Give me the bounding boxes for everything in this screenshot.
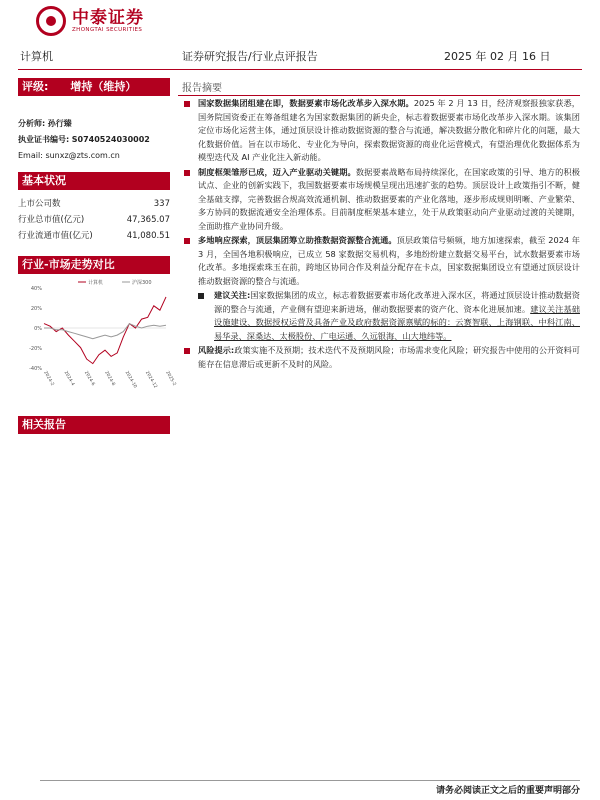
sidebar — [18, 78, 177, 434]
logo-mark-icon — [36, 6, 66, 36]
chart-title: 行业-市场走势对比 — [18, 256, 170, 274]
trend-chart-svg — [18, 276, 177, 396]
cert-label: 执业证书编号: — [18, 135, 70, 144]
company-logo — [36, 6, 144, 36]
basic-info-title: 基本状况 — [18, 172, 170, 190]
basic-info-table — [18, 196, 170, 244]
rating-bar — [18, 78, 170, 96]
analyst-name: 孙行臻 — [47, 119, 72, 128]
suggestion-bullet: 建议关注:国家数据集团的成立，标志着数据要素市场化改革进入深水区，将通过顶层设计推动数据资源的整合与流通，产业侧有望迎来新进场，催动数据要素的资产化、资本化进展加速。建议关注基础设施建设、数据授权运营及具备产业及政府数据资源禀赋的标的：云赛智联、上海钢联、中科江南、易华录、深桑达、太极股份、广电运通、久远银海、山大地纬等。 — [178, 289, 580, 343]
info-row: 行业总市值(亿元) 47,365.07 — [18, 215, 170, 225]
disclaimer-note: 请务必阅读正文之后的重要声明部分 — [435, 786, 580, 796]
document-type: 证券研究报告/行业点评报告 — [182, 50, 318, 63]
report-date: 2025 年 02 月 16 日 — [444, 50, 551, 63]
info-row: 上市公司数 337 — [18, 199, 170, 209]
report-header — [0, 0, 600, 70]
summary-bullet: 国家数据集团组建在即，数据要素市场化改革步入深水期。2025 年 2 月 13 日，经济观察报独家获悉，国务院国资委正在筹备组建名为国家数据集团的新央企，标志着数据要素市场化改革步入深水期。该集团定位市场化运营主体，通过顶层设计推动数据资源的整合与流通，解决数据分散化和碎片化的问题，最大化数据价值。旨在以市场化、专业化为导向，探索数据资源的商业化运营模式，有望治理优化数据体系为模型迭代及 AI 产业化注入新动能。 — [178, 97, 580, 165]
legend-label: 计算机 — [88, 280, 104, 286]
x-tick-label: 2024-6 — [82, 370, 96, 387]
suggested-stocks-link: 建议关注基础设施建设、数据授权运营及具备产业及政府数据资源禀赋的标的：云赛智联、上海钢联、中科江南、易华录、深桑达、太极股份、广电运通、久远银海、山大地纬等。 — [214, 303, 580, 341]
analyst-email[interactable]: sunxz@zts.com.cn — [45, 151, 120, 160]
analyst-info — [18, 116, 170, 164]
email-label: Email: — [18, 151, 43, 160]
y-tick-label: 0% — [34, 326, 42, 332]
header-divider — [18, 69, 582, 70]
x-tick-label: 2024-4 — [62, 370, 75, 387]
y-tick-label: 40% — [30, 286, 42, 292]
trend-chart — [18, 276, 177, 396]
x-tick-label: 2024-2 — [42, 370, 55, 387]
report-summary — [178, 82, 580, 371]
rating-label: 评级: — [22, 80, 49, 93]
summary-title: 报告摘要 — [178, 82, 580, 96]
related-reports-title: 相关报告 — [18, 416, 170, 434]
x-tick-label: 2024-10 — [123, 370, 138, 390]
y-tick-label: 20% — [30, 306, 42, 312]
legend-label: 沪深300 — [132, 280, 152, 286]
x-tick-label: 2024-8 — [103, 370, 116, 387]
analyst-label: 分析师: — [18, 119, 46, 128]
x-tick-label: 2025-2 — [164, 370, 177, 387]
logo-name-cn: 中泰证券 — [72, 8, 144, 28]
footer-divider — [40, 780, 580, 781]
summary-bullet: 多地响应探索，顶层集团筹立助推数据资源整合流通。顶层政策信号频频，地方加速探索，截至 2024 年 3 月，全国各地积极响应，已成立 58 家数据交易机构，多地纷纷建立数据交易平台，试水数据要素市场化改革。多地探索珠玉在前，跨地区协同合作及利益分配存在卡点，国家数据集团设立有望通过顶层设计推动数据资源的整合与流通。 — [178, 234, 580, 288]
industry-category: 计算机 — [20, 50, 53, 63]
y-tick-label: -20% — [29, 346, 42, 352]
rating-value: 增持（维持） — [70, 80, 137, 93]
info-row: 行业流通市值(亿元) 41,080.51 — [18, 231, 170, 241]
series-line — [44, 324, 166, 339]
x-tick-label: 2024-12 — [143, 370, 158, 390]
y-tick-label: -40% — [29, 366, 42, 372]
summary-bullet: 制度框架雏形已成，迈入产业驱动关键期。数据要素战略布局持续深化，在国家政策的引导、地方的积极试点、企业的创新实践下，我国数据要素市场规模呈现出迅速扩张的趋势。顶层设计上政策指引不断，健全基础支撑，完善数据合规高效流通机制、推动数据要素的产业化落地，逐步形成规则明晰、产业繁荣、多方协同的数据流通安全治理体系。目前制度框架基本建立，处于从政策驱动向产业驱动过渡的关键期，全面助推产业协同升级。 — [178, 166, 580, 234]
cert-number: S0740524030002 — [71, 135, 150, 144]
risk-bullet: 风险提示:政策实施不及预期；技术迭代不及预期风险；市场需求变化风险；研究报告中使用的公开资料可能存在信息滞后或更新不及时的风险。 — [178, 344, 580, 371]
logo-name-en: ZHONGTAI SECURITIES — [72, 27, 143, 33]
